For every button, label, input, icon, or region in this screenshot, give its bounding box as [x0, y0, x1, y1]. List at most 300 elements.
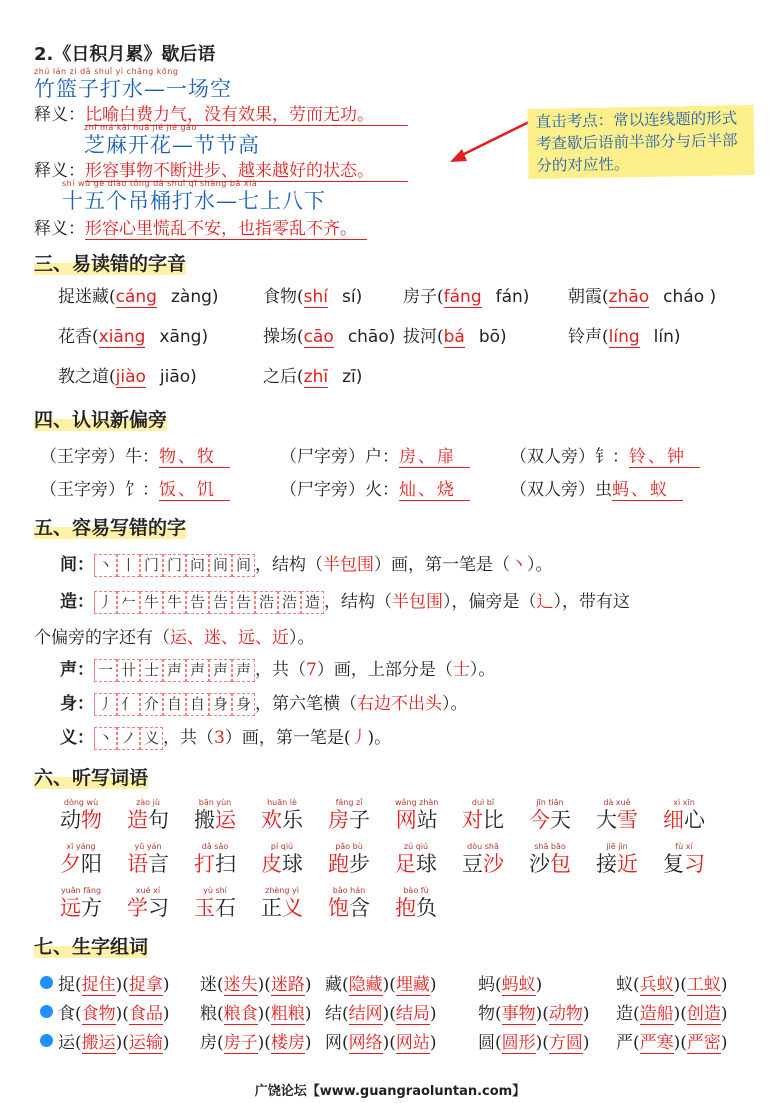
word-group-answer: 结局: [395, 1004, 430, 1024]
word-group-answer: 网络: [348, 1033, 383, 1053]
stroke-cell: 丿: [94, 693, 117, 716]
word-group-answer: 运输: [128, 1033, 163, 1053]
idiom-1: [34, 66, 232, 101]
pinyin-correct: jiào: [115, 367, 146, 387]
word-char-2: 运: [215, 808, 236, 832]
word-char-2: 方: [81, 896, 102, 920]
dictation-word: [328, 842, 370, 876]
word-group-char: 严: [616, 1033, 633, 1053]
char-sheng-line: 声： 一 卄 士 声 声 声 声 ，共（7）画，上部分是（士）。: [60, 660, 496, 680]
word-char-2: 含: [349, 896, 370, 920]
bullet-dot: [40, 1034, 53, 1047]
word-chars: [261, 808, 303, 832]
paren: (: [542, 1004, 549, 1024]
paren: ): [429, 1033, 437, 1053]
word-group-answer: 工蚁: [686, 975, 721, 995]
idiom-pinyin: zhī má kāi huā jié jié gāo: [84, 123, 197, 132]
word-char-1: 跑: [328, 852, 349, 876]
word-char-1: 动: [60, 808, 81, 832]
char-yi-line: 义： 丶 ノ 义 ，共（3）画，第一笔是(丿)。: [60, 728, 392, 748]
dictation-word: [462, 798, 504, 832]
idiom-pinyin: shí wǔ gè diào tǒng dǎ shuǐ qī shàng bā xià: [62, 179, 258, 188]
word-pinyin: shā bāo: [534, 842, 566, 851]
radical-label: （尸字旁）火：: [280, 480, 399, 500]
word-group: [200, 970, 312, 995]
word-char-2: 阳: [81, 852, 102, 876]
paren: ): [582, 1033, 590, 1053]
pinyin-item: [58, 322, 208, 347]
word-pinyin: bào fù: [403, 886, 429, 895]
paren: (: [633, 975, 640, 995]
stroke-cell: 间: [232, 554, 255, 577]
paren: (: [75, 975, 82, 995]
pinyin-item: [263, 282, 362, 307]
word-group: [58, 999, 170, 1024]
word-char-1: 复: [663, 852, 684, 876]
idiom-3-meaning: 释义：形容心里慌乱不安，也指零乱不齐。: [34, 214, 367, 239]
pinyin-correct: fáng: [443, 287, 482, 307]
word-group-answer: 严寒: [639, 1033, 674, 1053]
stroke-cell: 牛: [163, 591, 186, 614]
word-pinyin: xī yáng: [66, 842, 96, 851]
word-char-1: 细: [663, 808, 684, 832]
word-chars: [194, 852, 236, 876]
paren: (: [633, 1004, 640, 1024]
word-group-answer: 食物: [81, 1004, 116, 1024]
word-pinyin: dǎ sǎo: [201, 842, 229, 851]
paren: ): [535, 1033, 543, 1053]
word-char-1: 接: [596, 852, 617, 876]
radical-answer: 灿、烧: [399, 480, 470, 501]
paren: ): [429, 975, 437, 995]
stroke-cell: 声: [209, 659, 232, 682]
radical-answer: 饭、饥: [159, 480, 230, 501]
pinyin-word: 房子(: [403, 287, 444, 307]
paren: (: [495, 1033, 502, 1053]
word-group-char: 运: [58, 1033, 75, 1053]
dictation-word: [194, 842, 236, 876]
paren: (: [264, 1004, 271, 1024]
word-pinyin: dòu shā: [467, 842, 499, 851]
idiom-2: [84, 122, 260, 157]
stroke-cell: 浩: [278, 591, 301, 614]
word-pinyin: yǔ yán: [134, 842, 162, 851]
pinyin-wrong: sí): [342, 287, 363, 307]
pinyin-wrong: bō): [478, 327, 507, 347]
paren: (: [542, 1033, 549, 1053]
pinyin-correct: cáng: [115, 287, 157, 307]
pinyin-wrong: xāng): [159, 327, 209, 347]
word-chars: [462, 808, 504, 832]
radical-label: （王字旁）饣：: [40, 480, 159, 500]
word-chars: [127, 896, 169, 920]
word-group-char: 食: [58, 1004, 75, 1024]
word-group: [616, 970, 728, 995]
word-group-answer: 埋藏: [395, 975, 430, 995]
paren: ): [257, 1033, 265, 1053]
word-chars: [462, 852, 504, 876]
word-group-char: 粮: [200, 1004, 217, 1024]
word-group-answer: 严密: [686, 1033, 721, 1053]
word-char-2: 义: [282, 896, 303, 920]
word-group-answer: 圆形: [501, 1033, 536, 1053]
section3-title: 三、易读错的字音: [34, 253, 187, 275]
word-char-1: 造: [127, 808, 148, 832]
word-char-1: 语: [127, 852, 148, 876]
dictation-word: [663, 798, 705, 832]
paren: (: [122, 975, 129, 995]
word-char-2: 比: [483, 808, 504, 832]
word-chars: [328, 852, 370, 876]
dictation-word: [194, 798, 236, 832]
paren: ): [257, 1004, 265, 1024]
word-group-answer: 楼房: [270, 1033, 305, 1053]
radical-item: [280, 475, 470, 500]
word-char-2: 雪: [617, 808, 638, 832]
exam-point-callout: 直击考点：常以连线题的形式考查歇后语前半部分与后半部分的对应性。: [527, 105, 754, 179]
word-group-char: 结: [325, 1004, 342, 1024]
dictation-word: [127, 886, 169, 920]
word-char-1: 房: [328, 808, 349, 832]
paren: (: [342, 1004, 349, 1024]
word-chars: [596, 808, 638, 832]
radical-label: （双人旁）钅：: [510, 447, 629, 467]
stroke-cell: 门: [140, 554, 163, 577]
stroke-cell: 丨: [117, 554, 140, 577]
paren: ): [382, 975, 390, 995]
word-char-1: 网: [395, 808, 417, 832]
word-group-answer: 隐藏: [348, 975, 383, 995]
word-chars: [60, 896, 102, 920]
stroke-cell: 造: [301, 591, 324, 614]
pinyin-item: [403, 282, 529, 307]
word-char-2: 步: [349, 852, 370, 876]
pinyin-word: 捉迷藏(: [58, 287, 116, 307]
pinyin-wrong: chāo): [347, 327, 396, 347]
paren: (: [495, 1004, 502, 1024]
radical-label: （双人旁）虫: [510, 480, 612, 500]
word-group-answer: 捉住: [81, 975, 116, 995]
char-zao-line-2: 个偏旁的字还有（运、迷、远、近）。: [34, 628, 315, 648]
paren: (: [389, 975, 396, 995]
word-group-char: 房: [200, 1033, 217, 1053]
pinyin-wrong: fán): [495, 287, 530, 307]
word-group-char: 蚁: [616, 975, 633, 995]
radical-label: （尸字旁）户：: [280, 447, 399, 467]
paren: ): [382, 1033, 390, 1053]
stroke-cell: ノ: [117, 727, 140, 750]
word-pinyin: xué xí: [135, 886, 161, 895]
word-char-2: 习: [148, 896, 169, 920]
dictation-word: [529, 842, 571, 876]
idiom-3: [62, 178, 326, 213]
word-char-2: 习: [684, 852, 705, 876]
word-char-1: 夕: [60, 852, 81, 876]
dictation-word: [462, 842, 504, 876]
idiom-chars: 芝麻开花—节节高: [84, 133, 260, 157]
radical-answer: 物、牧: [159, 447, 230, 468]
paren: ): [115, 975, 123, 995]
paren: (: [342, 1033, 349, 1053]
pinyin-item: [403, 322, 507, 347]
dictation-word: [395, 798, 438, 832]
paren: ): [673, 975, 681, 995]
word-group: [200, 1028, 312, 1053]
word-chars: [60, 808, 102, 832]
stroke-cell: 义: [140, 727, 163, 750]
pinyin-correct: zhāo: [608, 287, 650, 307]
word-pinyin: zào jù: [136, 798, 160, 807]
radical-item: [510, 475, 683, 500]
word-chars: [395, 896, 437, 920]
word-chars: [127, 852, 169, 876]
radical-label: （王字旁）牛：: [40, 447, 159, 467]
bullet-dot: [40, 976, 53, 989]
stroke-cell: 卄: [117, 659, 140, 682]
dictation-word: [328, 886, 370, 920]
word-pinyin: jiē jìn: [606, 842, 628, 851]
word-group: [478, 970, 542, 995]
word-char-1: 今: [529, 808, 550, 832]
word-group: [325, 1028, 437, 1053]
paren: ): [162, 975, 170, 995]
word-pinyin: yù shí: [203, 886, 227, 895]
paren: ): [115, 1004, 123, 1024]
word-group-char: 圆: [478, 1033, 495, 1053]
word-char-1: 皮: [261, 852, 282, 876]
word-pinyin: bān yùn: [198, 798, 232, 807]
word-chars: [261, 896, 303, 920]
dictation-word: [395, 886, 437, 920]
word-chars: [194, 808, 236, 832]
word-chars: [395, 852, 437, 876]
paren: ): [673, 1033, 681, 1053]
paren: ): [673, 1004, 681, 1024]
paren: (: [342, 975, 349, 995]
word-group-answer: 动物: [548, 1004, 583, 1024]
radical-item: [40, 442, 230, 467]
word-chars: [328, 896, 370, 920]
pinyin-item: [263, 362, 362, 387]
word-char-2: 心: [684, 808, 705, 832]
pinyin-wrong: jiāo): [159, 367, 197, 387]
radical-item: [280, 442, 470, 467]
word-chars: [596, 852, 638, 876]
pinyin-item: [568, 322, 681, 347]
paren: (: [389, 1004, 396, 1024]
word-pinyin: fù xí: [675, 842, 693, 851]
pinyin-wrong: cháo ): [663, 287, 717, 307]
pinyin-correct: cāo: [303, 327, 334, 347]
word-pinyin: dà xuě: [603, 798, 631, 807]
dictation-word: [60, 886, 102, 920]
word-char-1: 正: [261, 896, 282, 920]
dictation-word: [261, 798, 303, 832]
stroke-cell: 自: [186, 693, 209, 716]
word-char-2: 球: [416, 852, 437, 876]
stroke-order-grid: [94, 693, 255, 716]
paren: ): [162, 1033, 170, 1053]
word-group-char: 藏: [325, 975, 342, 995]
word-pinyin: duì bǐ: [471, 798, 495, 807]
paren: ): [162, 1004, 170, 1024]
word-char-2: 近: [617, 852, 638, 876]
pinyin-wrong: lín): [653, 327, 681, 347]
dictation-word: [596, 842, 638, 876]
stroke-order-grid: [94, 659, 255, 682]
dictation-word: [529, 798, 571, 832]
paren: ): [382, 1004, 390, 1024]
word-char-1: 搬: [194, 808, 215, 832]
word-char-2: 石: [215, 896, 236, 920]
footer: 广饶论坛【www.guangraoluntan.com】: [254, 1084, 526, 1099]
section5-title: 五、容易写错的字: [34, 517, 187, 539]
stroke-cell: 丶: [94, 554, 117, 577]
word-chars: [396, 808, 438, 832]
pinyin-correct: xiāng: [98, 327, 146, 347]
paren: (: [495, 975, 502, 995]
paren: (: [264, 1033, 271, 1053]
word-chars: [261, 852, 303, 876]
stroke-cell: 牛: [140, 591, 163, 614]
pinyin-correct: zhī: [303, 367, 329, 387]
dictation-word: [194, 886, 236, 920]
word-group: [616, 1028, 728, 1053]
paren: ): [115, 1033, 123, 1053]
word-pinyin: xì xīn: [673, 798, 695, 807]
radical-answer: 铃、钟: [629, 447, 700, 468]
stroke-cell: 身: [232, 693, 255, 716]
stroke-cell: 𠂉: [117, 591, 140, 614]
word-pinyin: huān lè: [267, 798, 297, 807]
char-zao-line: 造： 丿 𠂉 牛 牛 告 告 告 浩 浩 造 ，结构（半包围），偏旁是（辶），带有这: [60, 592, 630, 612]
paren: ): [304, 975, 312, 995]
dictation-word: [261, 886, 303, 920]
word-group-answer: 蚂蚁: [501, 975, 536, 995]
pinyin-word: 拔河(: [403, 327, 444, 347]
pinyin-wrong: zī): [342, 367, 363, 387]
radical-item: [510, 442, 700, 467]
idiom-chars: 十五个吊桶打水—七上八下: [62, 189, 326, 213]
stroke-order-grid: [94, 591, 324, 614]
word-char-1: 沙: [529, 852, 550, 876]
stroke-order-grid: [94, 554, 255, 577]
word-group-answer: 兵蚁: [639, 975, 674, 995]
stroke-cell: 自: [163, 693, 186, 716]
word-group-answer: 造船: [639, 1004, 674, 1024]
word-char-1: 对: [462, 808, 483, 832]
pinyin-item: [58, 282, 219, 307]
word-char-1: 抱: [395, 896, 416, 920]
stroke-cell: 身: [209, 693, 232, 716]
word-group-answer: 事物: [501, 1004, 536, 1024]
paren: (: [389, 1033, 396, 1053]
stroke-cell: 一: [94, 659, 117, 682]
word-group-answer: 捉拿: [128, 975, 163, 995]
word-group-char: 捉: [58, 975, 75, 995]
paren: (: [217, 1004, 224, 1024]
paren: ): [582, 1004, 590, 1024]
pinyin-word: 铃声(: [568, 327, 609, 347]
paren: ): [257, 975, 265, 995]
idiom-1-meaning: 释义：比喻白费力气，没有效果，劳而无功。: [34, 100, 408, 125]
word-char-2: 包: [550, 852, 571, 876]
word-chars: [194, 896, 236, 920]
word-char-2: 沙: [483, 852, 504, 876]
word-char-1: 饱: [328, 896, 349, 920]
section4-title: 四、认识新偏旁: [34, 409, 168, 431]
char-jian-line: 间： 丶 丨 门 门 问 间 间 ，结构（半包围）画，第一笔是（丶）。: [60, 555, 553, 575]
dictation-word: [60, 798, 102, 832]
word-group-answer: 网站: [395, 1033, 430, 1053]
word-group-char: 网: [325, 1033, 342, 1053]
word-pinyin: pí qiú: [270, 842, 294, 851]
word-char-1: 玉: [194, 896, 215, 920]
paren: (: [122, 1033, 129, 1053]
word-pinyin: pǎo bù: [335, 842, 363, 851]
paren: (: [264, 975, 271, 995]
paren: ): [304, 1033, 312, 1053]
callout-arrow: [440, 105, 540, 175]
pinyin-correct: líng: [608, 327, 640, 347]
section6-title: 六、听写词语: [34, 767, 149, 789]
word-char-2: 子: [349, 808, 370, 832]
pinyin-word: 食物(: [263, 287, 304, 307]
stroke-cell: 亻: [117, 693, 140, 716]
word-pinyin: dòng wù: [63, 798, 99, 807]
stroke-cell: 门: [163, 554, 186, 577]
paren: ): [535, 975, 543, 995]
stroke-cell: 介: [140, 693, 163, 716]
word-pinyin: bǎo hán: [332, 886, 366, 895]
word-pinyin: zhèng yì: [265, 886, 299, 895]
pinyin-wrong: zàng): [170, 287, 219, 307]
word-char-1: 豆: [462, 852, 483, 876]
word-group-answer: 迷路: [270, 975, 305, 995]
word-group-char: 造: [616, 1004, 633, 1024]
word-char-2: 站: [416, 808, 438, 832]
bullet-dot: [40, 1005, 53, 1018]
stroke-cell: 浩: [255, 591, 278, 614]
word-chars: [663, 808, 705, 832]
paren: ): [720, 1033, 728, 1053]
word-char-2: 负: [416, 896, 437, 920]
stroke-cell: 声: [186, 659, 209, 682]
word-group: [200, 999, 312, 1024]
dictation-word: [127, 842, 169, 876]
pinyin-correct: shí: [303, 287, 328, 307]
word-pinyin: fáng zǐ: [335, 798, 363, 807]
pinyin-word: 花香(: [58, 327, 99, 347]
word-char-1: 打: [194, 852, 215, 876]
word-char-1: 足: [395, 852, 416, 876]
idiom-2-meaning: 释义：形容事物不断进步、越来越好的状态。: [34, 156, 408, 181]
stroke-order-grid: [94, 727, 163, 750]
word-chars: [529, 808, 571, 832]
paren: (: [680, 1004, 687, 1024]
word-char-2: 天: [550, 808, 571, 832]
pinyin-word: 教之道(: [58, 367, 116, 387]
paren: (: [217, 1033, 224, 1053]
idiom-chars: 竹篮子打水—一场空: [34, 77, 232, 101]
radical-item: [40, 475, 230, 500]
word-char-2: 乐: [282, 808, 303, 832]
stroke-cell: 声: [232, 659, 255, 682]
word-group: [325, 999, 437, 1024]
word-group-answer: 迷失: [223, 975, 258, 995]
section7-title: 七、生字组词: [34, 936, 149, 958]
stroke-cell: 告: [186, 591, 209, 614]
